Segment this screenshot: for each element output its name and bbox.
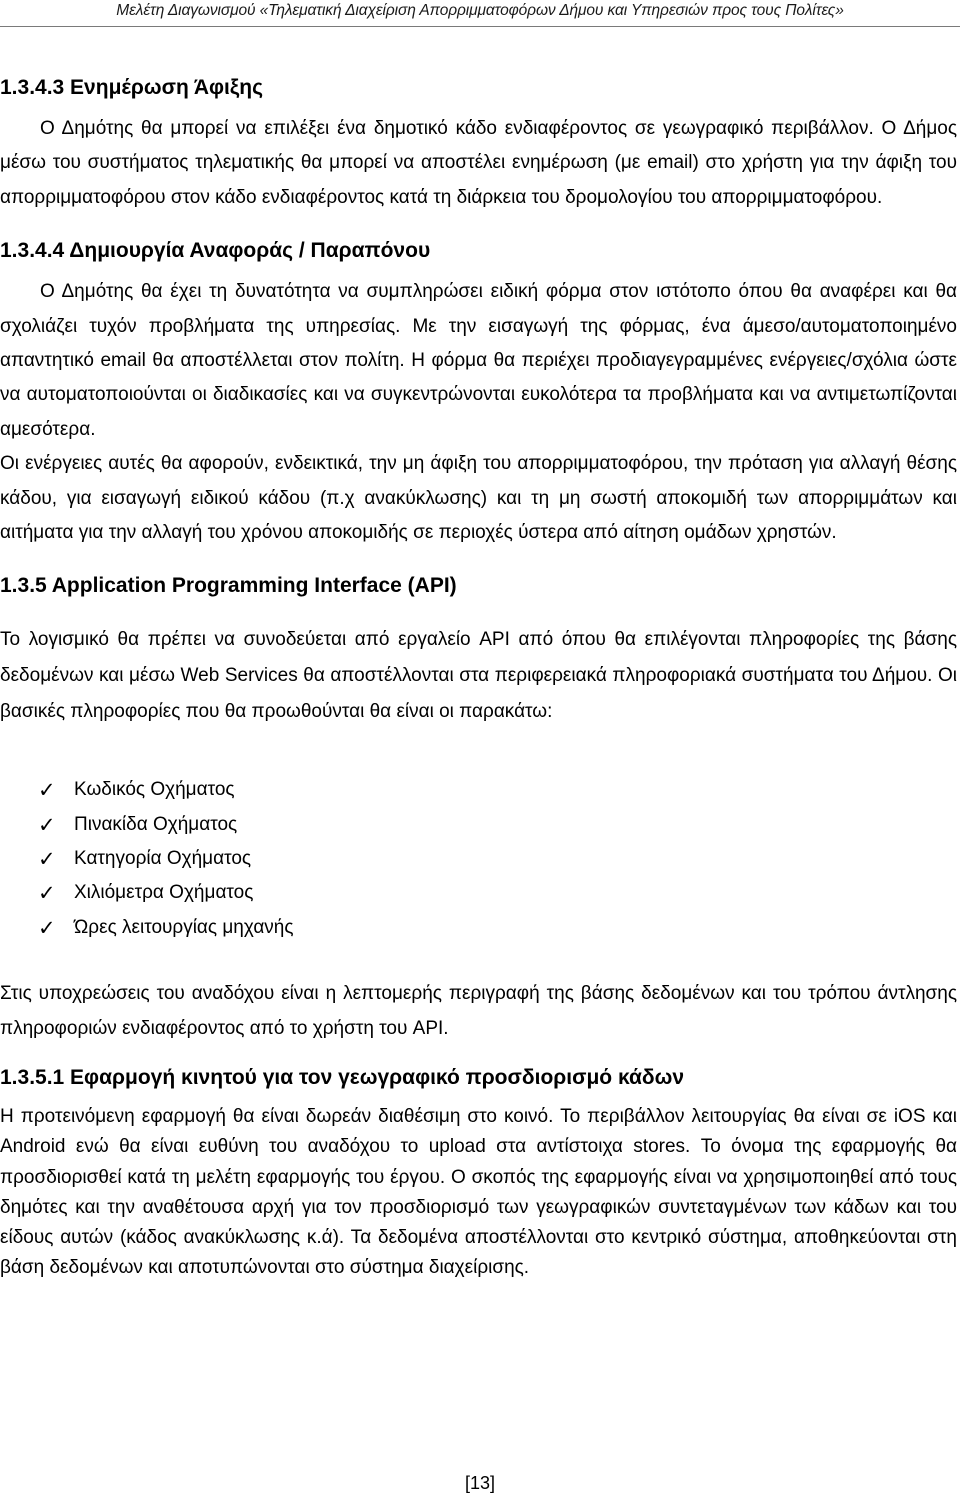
paragraph-api-intro: Το λογισμικό θα πρέπει να συνοδεύεται από εργαλείο API από όπου θα επιλέγονται πληροφορίες της βάσης δεδομένων και μέσω Web Services θα αποστέλλονται στα περιφερειακά πληροφοριακά συστήματα του Δήμου. Οι βασικές πληροφορίες που θα προωθούνται θα είναι οι παρακάτω: [0,629,957,722]
paragraph-mobile-app: Η προτεινόμενη εφαρμογή θα είναι δωρεάν διαθέσιμη στο κοινό. Το περιβάλλον λειτουργίας θα είναι σε iOS και Android ενώ θα είναι ευθύνη του αναδόχου το upload στα αντίστοιχα stores. Το όνομα της εφαρμογής θα προσδιορισθεί κατά τη μελέτη εφαρμογής του έργου. Ο σκοπός της εφαρμογής είναι να χρησιμοποιηθεί από τους δημότες και την αναθέτουσα αρχή για τον προσδιορισμό των γεωγραφικών συντεταγμένων των κάδων και του είδους αυτών (κάδος ανακύκλωσης κ.ά). Τα δεδομένα αποστέλλονται στο κεντρικό σύστημα, αποθηκεύονται στη βάση δεδομένων και αποτυπώνονται στο σύστημα διαχείρισης. [0,1106,957,1279]
running-header: Μελέτη Διαγωνισμού «Τηλεματική Διαχείριση Απορριμματοφόρων Δήμου και Υπηρεσιών προς τους Πολίτες» [116,2,844,19]
check-mark-icon: ✓ [38,778,56,803]
list-item [38,808,957,842]
section-heading-api: 1.3.5 Application Programming Interface (API) [0,574,457,598]
section-heading-complaint-report: 1.3.4.4 Δημιουργία Αναφοράς / Παραπόνου [0,239,431,263]
section-mobile-app [0,1062,957,1283]
list-item [38,773,957,807]
page-content [0,72,957,1283]
check-mark-icon: ✓ [38,812,56,837]
section-heading-mobile-app: 1.3.5.1 Εφαρμογή κινητού για τον γεωγραφικό προσδιορισμό κάδων [0,1066,685,1090]
section-complaint-report [0,235,957,550]
check-mark-icon: ✓ [38,915,56,940]
section-api [0,570,957,1046]
paragraph-api-obligations: Στις υποχρεώσεις του αναδόχου είναι η λεπτομερής περιγραφή της βάσης δεδομένων και του τρόπου άντλησης πληροφοριών ενδιαφέροντος από το χρήστη του API. [0,983,957,1039]
list-item-label: Κωδικός Οχήματος [74,779,235,801]
list-item [38,876,957,910]
check-mark-icon: ✓ [38,881,56,906]
section-arrival-notification [0,72,957,215]
paragraph-arrival-notification: Ο Δημότης θα μπορεί να επιλέξει ένα δημοτικό κάδο ενδιαφέροντος σε γεωγραφικό περιβάλλον. Ο Δήμος μέσω του συστήματος τηλεματικής θα μπορεί να αποστέλει ενημέρωση (με email) στο χρήστη για την άφιξη του απορριμματοφόρου στον κάδο ενδιαφέροντος κατά τη διάρκεια του δρομολογίου του απορριμματοφόρου. [0,118,957,208]
paragraph-complaint-form: Ο Δημότης θα έχει τη δυνατότητα να συμπληρώσει ειδική φόρμα στον ιστότοπο όπου θα αναφέρει και θα σχολιάζει τυχόν προβλήματα της υπηρεσίας. Με την εισαγωγή της φόρμας, ένα άμεσο/αυτοματοποιημένο απαντητικό email θα αποστέλλεται στον πολίτη. Η φόρμα θα περιέχει προδιαγεγραμμένες ενέργειες/σχόλια ώστε να αυτοματοποιούνται οι διαδικασίες και να συγκεντρώνονται ευκολότερα τα προβλήματα και να αντιμετωπίζονται αμεσότερα. [0,281,957,440]
list-item [38,911,957,945]
list-item-label: Πινακίδα Οχήματος [74,813,238,835]
list-item-label: Κατηγορία Οχήματος [74,848,252,870]
page-number: [13] [464,1473,496,1493]
list-item-label: Ώρες λειτουργίας μηχανής [74,916,294,938]
api-info-checklist [0,773,957,945]
paragraph-complaint-actions: Οι ενέργειες αυτές θα αφορούν, ενδεικτικά, την μη άφιξη του απορριμματοφόρου, την πρόταση για αλλαγή θέσης κάδου, για εισαγωγή ειδικού κάδου (π.χ ανακύκλωσης) και τη μη σωστή αποκομιδή των απορριμμάτων και αιτήματα για την αλλαγή του χρόνου αποκομιδής σε περιοχές ύστερα από αίτηση ομάδων χρηστών. [0,453,957,544]
list-item [38,842,957,876]
check-mark-icon: ✓ [38,847,56,872]
section-heading-arrival-notification: 1.3.4.3 Ενημέρωση Άφιξης [0,76,263,99]
list-item-label: Χιλιόμετρα Οχήματος [74,882,254,904]
header-rule [0,26,960,27]
